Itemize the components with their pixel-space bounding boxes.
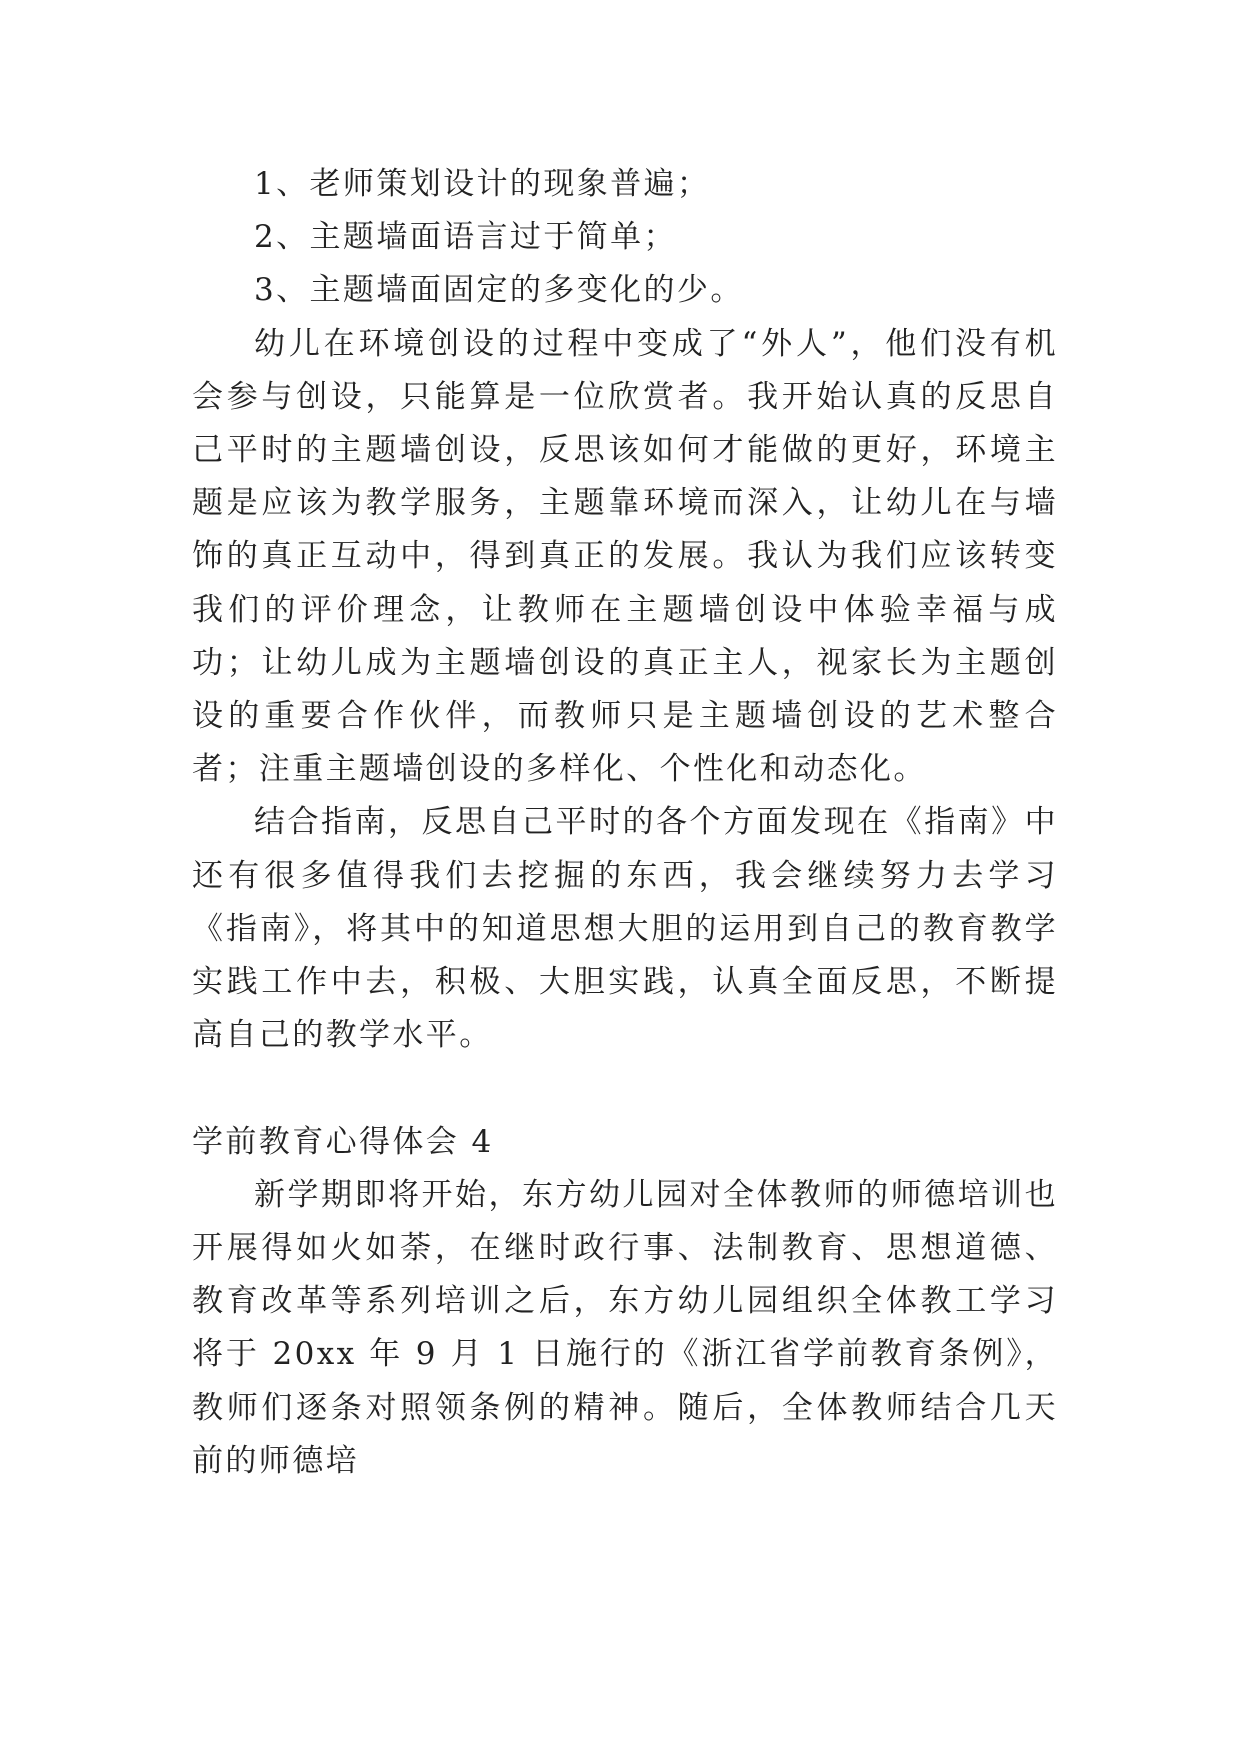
list-item-1: 1、老师策划设计的现象普遍； bbox=[254, 166, 711, 202]
body-paragraph: 幼儿在环境创设的过程中变成了“外人”，他们没有机会参与创设，只能算是一位欣赏者。我开始认真的反思自己平时的主题墙创设，反思该如何才能做的更好，环境主题是应该为教学服务，主题靠环境而深入，让幼儿在与墙饰的真正互动中，得到真正的发展。我认为我们应该转变我们的评价理念，让教师在主题墙创设中体验幸福与成功；让幼儿成为主题墙创设的真正主人，视家长为主题创设的重要合作伙伴，而教师只是主题墙创设的艺术整合者；注重主题墙创设的多样化、个性化和动态化。 bbox=[192, 325, 1058, 788]
body-paragraph: 结合指南，反思自己平时的各个方面发现在《指南》中还有很多值得我们去挖掘的东西，我会继续努力去学习《指南》，将其中的知道思想大胆的运用到自己的教育教学实践工作中去，积极、大胆实践，认真全面反思，不断提高自己的教学水平。 bbox=[192, 804, 1058, 1054]
section-title: 学前教育心得体会 4 bbox=[192, 1123, 494, 1160]
body-paragraph: 新学期即将开始，东方幼儿园对全体教师的师德培训也开展得如火如荼，在继时政行事、法制教育、思想道德、教育改革等系列培训之后，东方幼儿园组织全体教工学习将于 20xx 年 9 月 1 日施行的《浙江省学前教育条例》，教师们逐条对照领条例的精神。随后，全体教师结合几天前的师德培 bbox=[192, 1176, 1058, 1479]
list-item-2: 2、主题墙面语言过于简单； bbox=[254, 219, 677, 256]
document-body bbox=[192, 158, 1058, 1488]
list-item-3: 3、主题墙面固定的多变化的少。 bbox=[254, 272, 744, 309]
